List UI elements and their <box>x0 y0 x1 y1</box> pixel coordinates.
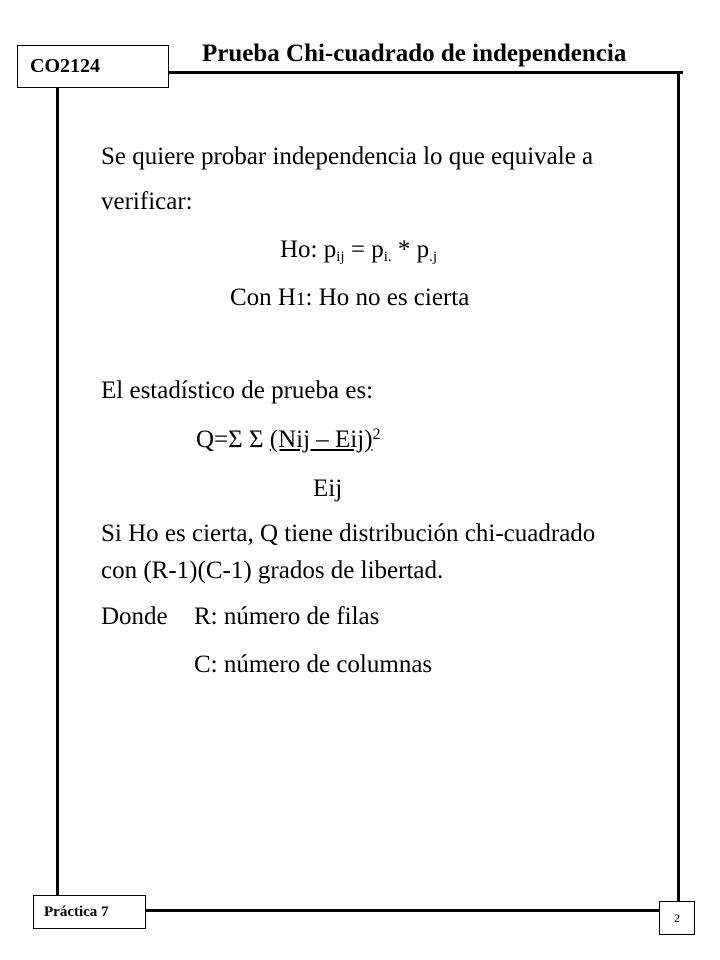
h0-mid-2: * p <box>391 236 430 263</box>
statistic-label: El estadístico de prueba es: <box>101 377 374 404</box>
formula-lhs: Q=Σ Σ <box>196 426 270 453</box>
h1-sub: 1 <box>295 289 306 310</box>
formula-exponent: 2 <box>372 426 381 443</box>
page-number-box <box>659 901 695 935</box>
intro-line-1: Se quiere probar independencia lo que equivale a <box>101 143 594 170</box>
course-code-box <box>17 45 169 88</box>
practice-label: Práctica 7 <box>44 903 109 920</box>
h1-prefix: Con H <box>230 284 296 311</box>
alt-hypothesis <box>230 285 469 310</box>
where-label: Donde <box>101 603 168 630</box>
null-hypothesis <box>280 237 437 265</box>
h0-sub-i: i. <box>383 249 392 265</box>
where-columns: C: número de columnas <box>194 651 433 678</box>
page-number: 2 <box>674 910 680 925</box>
frame-bottom-rule <box>56 909 683 912</box>
formula-denominator: Eij <box>313 475 343 502</box>
where-rows: R: número de filas <box>194 603 380 630</box>
h0-mid-1: = p <box>344 236 384 263</box>
course-code: CO2124 <box>30 55 100 77</box>
h0-sub-j: .j <box>429 249 438 265</box>
formula <box>196 427 381 452</box>
h1-suffix: : Ho no es cierta <box>305 284 470 311</box>
distribution-line-1: Si Ho es cierta, Q tiene distribución chi-cuadrado <box>101 520 596 547</box>
h0-sub-ij: ij <box>336 249 345 265</box>
page-title: Prueba Chi-cuadrado de independencia <box>202 40 627 67</box>
practice-label-box <box>33 895 146 929</box>
formula-numerator: (Nij – Eij) <box>269 426 373 453</box>
h0-prefix: Ho: p <box>280 236 337 263</box>
intro-line-2: verificar: <box>101 188 193 215</box>
distribution-line-2: con (R-1)(C-1) grados de libertad. <box>101 557 444 584</box>
